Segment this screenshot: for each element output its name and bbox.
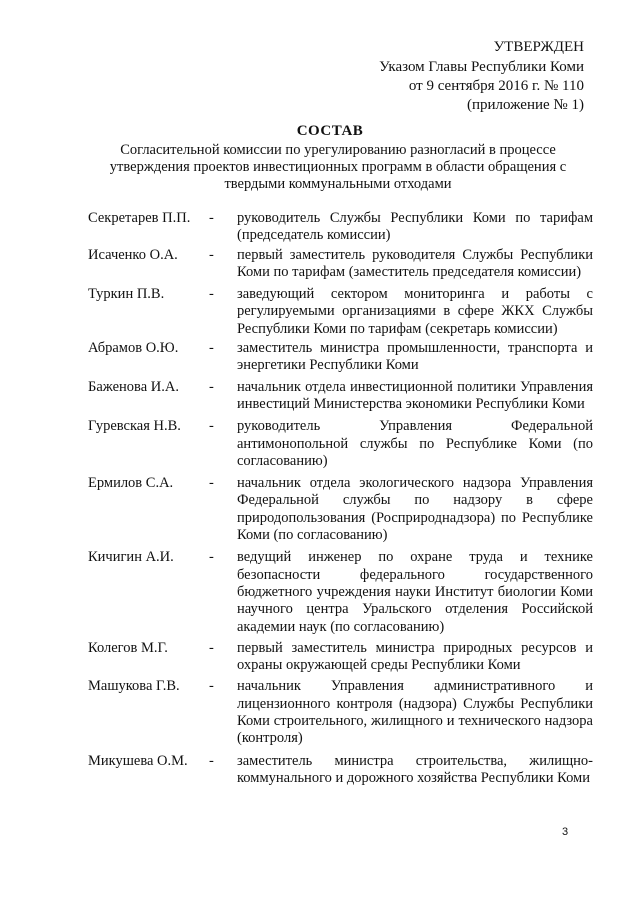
approval-appendix: (приложение № 1) xyxy=(466,97,584,113)
member-name: Гуревская Н.В. xyxy=(88,418,181,435)
member-name: Кичигин А.И. xyxy=(88,549,174,566)
approval-heading: УТВЕРЖДЕН xyxy=(493,39,584,55)
member-name: Секретарев П.П. xyxy=(88,210,191,226)
member-row xyxy=(88,753,593,788)
member-role: руководитель Службы Республики Коми по тарифам (председатель комиссии) xyxy=(237,210,593,244)
member-dash: - xyxy=(209,678,214,695)
member-role: первый заместитель руководителя Службы Республики Коми по тарифам (заместитель председателя комиссии) xyxy=(237,246,593,280)
member-dash: - xyxy=(209,752,214,769)
member-name: Исаченко О.А. xyxy=(88,246,178,263)
member-name: Машукова Г.В. xyxy=(88,678,180,695)
member-role: начальник отдела инвестиционной политики Управления инвестиций Министерства экономики Республики Коми xyxy=(237,378,593,412)
member-row xyxy=(88,418,593,470)
approval-decree: Указом Главы Республики Коми xyxy=(379,59,584,75)
page-number: 3 xyxy=(562,826,569,838)
member-row xyxy=(88,340,593,375)
member-dash: - xyxy=(209,549,214,566)
member-dash: - xyxy=(209,340,214,357)
member-name: Ермилов С.А. xyxy=(88,475,174,492)
member-dash: - xyxy=(209,639,214,656)
approval-date: от 9 сентября 2016 г. № 110 xyxy=(408,78,584,94)
member-row xyxy=(88,247,593,282)
member-role: начальник Управления административного и лицензионного контроля (надзора) Службы Республики Коми строительного, жилищного и технического надзора (контроля) xyxy=(237,678,593,747)
member-name: Абрамов О.Ю. xyxy=(88,340,179,357)
member-role: руководитель Управления Федеральной антимонопольной службы по Республике Коми (по согласованию) xyxy=(237,418,593,469)
member-row xyxy=(88,475,593,544)
member-role: ведущий инженер по охране труда и технике безопасности федерального государственного бюджетного учреждения науки Институт биологии Коми научного центра Уральского отделения Российской академии наук (по согласованию) xyxy=(237,549,593,635)
member-role: начальник отдела экологического надзора Управления Федеральной службы по надзору в сфере природопользования (Росприроднадзора) по Республике Коми (по согласованию) xyxy=(237,475,593,544)
member-name: Колегов М.Г. xyxy=(88,639,168,656)
member-row xyxy=(88,379,593,414)
member-dash: - xyxy=(209,286,214,303)
member-dash: - xyxy=(209,210,214,226)
member-role: заместитель министра строительства, жилищно-коммунального и дорожного хозяйства Республики Коми xyxy=(237,752,593,786)
member-dash: - xyxy=(209,246,214,263)
members-list xyxy=(88,210,593,787)
member-name: Микушева О.М. xyxy=(88,752,188,769)
member-role: первый заместитель министра природных ресурсов и охраны окружающей среды Республики Коми xyxy=(237,639,593,674)
member-dash: - xyxy=(209,378,214,395)
member-dash: - xyxy=(209,418,214,435)
member-role: заместитель министра промышленности, транспорта и энергетики Республики Коми xyxy=(237,340,593,374)
member-row xyxy=(88,286,593,338)
document-subtitle: Согласительной комиссии по урегулированию разногласий в процессе утверждения проектов инвестиционных программ в области обращения с твердыми коммунальными отходами xyxy=(109,142,567,192)
member-role: заведующий сектором мониторинга и работы с регулируемыми организациями в сфере ЖКХ Службы Республики Коми по тарифам (секретарь комиссии) xyxy=(237,286,593,337)
member-row xyxy=(88,678,593,747)
approval-block xyxy=(379,38,584,115)
member-name: Туркин П.В. xyxy=(88,286,165,303)
member-row xyxy=(88,549,593,635)
member-row xyxy=(88,640,593,675)
member-row xyxy=(88,210,593,245)
document-title: СОСТАВ xyxy=(296,123,364,139)
member-name: Баженова И.А. xyxy=(88,378,179,395)
member-dash: - xyxy=(209,475,214,492)
